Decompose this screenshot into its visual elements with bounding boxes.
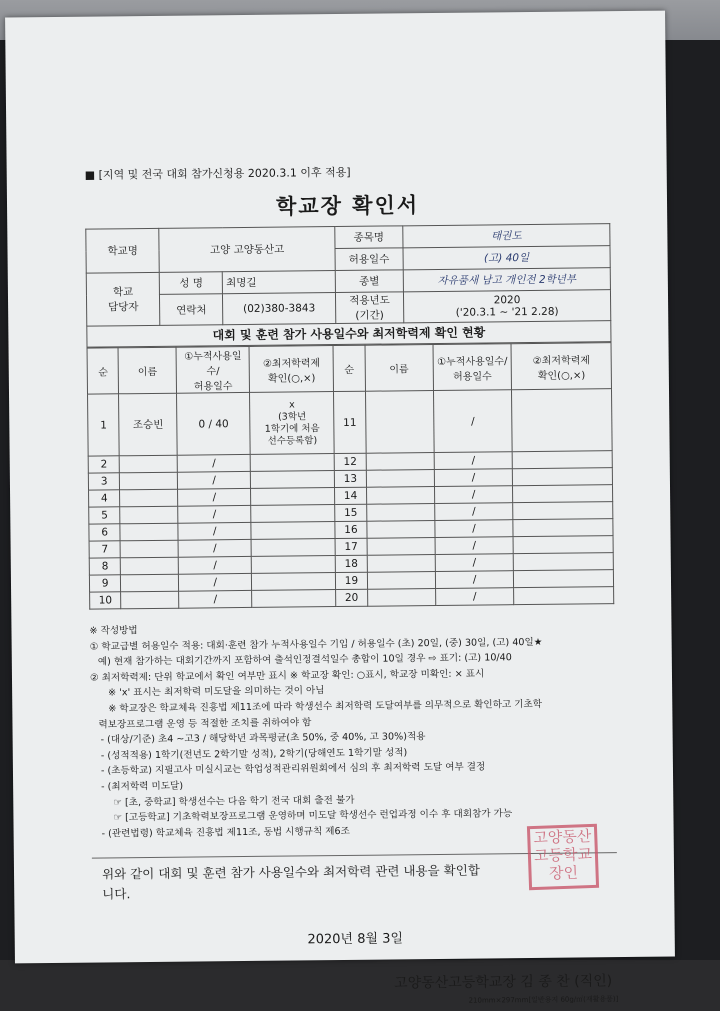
year-label-line2: (기간): [355, 309, 384, 322]
name-label: 성 명: [160, 272, 223, 295]
phone-label: 연락처: [160, 294, 223, 326]
row-no-right: 17: [335, 538, 367, 555]
note-line: ② 최저학력제: 단위 학교에서 확인 여부만 표시 ※ 학교장 확인: ○표시, 학교장 미확인: × 표시: [89, 668, 485, 684]
row-no: 9: [89, 575, 121, 592]
confirm-line1: 위와 같이 대회 및 훈련 참가 사용일수와 최저학력 관련 내용을 확인합: [101, 862, 480, 882]
row-check: [251, 505, 335, 523]
row-name: [120, 455, 178, 473]
row-name: [120, 540, 178, 558]
school-value: 고양 고양동산고: [159, 227, 335, 273]
note-line: ※ 'x' 표시는 최저학력 미도달을 의미하는 것이 아님: [108, 685, 325, 699]
row-no-right: 13: [335, 470, 367, 487]
row-no-right: 20: [336, 589, 368, 606]
row1-check: [250, 392, 334, 455]
allowed-value: (고) 40일: [403, 246, 610, 270]
row-name-right: [367, 555, 435, 573]
row-days: /: [177, 454, 251, 472]
row-no-right: 18: [335, 555, 367, 572]
row-check-right: [513, 451, 613, 469]
note-line: 력보장프로그램 운영 등 적절한 조치를 취하여야 함: [98, 716, 312, 731]
row-no-right: 14: [335, 487, 367, 504]
row-days-right: /: [435, 520, 514, 538]
head-no-right: 순: [333, 345, 365, 391]
row-name-right: [367, 589, 435, 607]
head-days-right-line2: 허용일수: [453, 370, 492, 383]
participation-table: [87, 342, 615, 609]
row-check: [251, 488, 335, 506]
row-no-right: 19: [336, 572, 368, 589]
note-line: - (대상/기준) 초4 ~고3 / 해당학년 과목평균(초 50%, 중 40%, 고 30%)적용: [100, 731, 426, 746]
row-check: [252, 556, 336, 574]
row-days-right: /: [435, 588, 514, 606]
document-title: 학교장 확인서: [275, 193, 420, 219]
year-value-cell: [403, 290, 610, 323]
allowed-label: 허용일수: [335, 248, 403, 271]
head-check-line1: ②최저학력제: [262, 357, 321, 370]
paper-info: 210mm×297mm[일반용지 60g/㎡(재활용품)]: [468, 995, 619, 1005]
row-name-right: [366, 453, 434, 471]
row-days: /: [178, 488, 252, 506]
row-name: [121, 557, 179, 575]
note-line: ☞ [고등학교] 기초학력보장프로그램 운영하며 미도달 학생선수 런업과정 이수 후 대회참가 가능: [113, 808, 513, 824]
year-value: 2020: [493, 294, 521, 307]
row-name: [121, 591, 179, 609]
note-line: - (초등학교) 지필고사 미실시교는 학업성적관리위원회에서 심의 후 최저학력 도달 여부 결정: [100, 761, 486, 777]
row-no-right: 16: [335, 521, 367, 538]
row-check-right: [513, 468, 613, 486]
row-check: [251, 471, 335, 489]
section-title: 대회 및 훈련 참가 사용일수와 최저학력제 확인 현황: [86, 321, 611, 347]
event-label: 종목명: [335, 226, 403, 249]
row1-check-line2: (3학년: [277, 410, 307, 423]
row-check-right: [513, 519, 613, 537]
note-line: - (최저학력 미도달): [101, 780, 184, 793]
row-days-right: /: [434, 452, 513, 470]
row-no-right: 15: [335, 504, 367, 521]
row-name-right: [367, 572, 435, 590]
note-line: - (성적적용) 1학기(전년도 2학기말 성적), 2학기(당해연도 1학기말 성적): [100, 747, 408, 762]
row-check-right: [514, 553, 614, 571]
row-check: [251, 522, 335, 540]
table-row: [88, 389, 613, 456]
document-paper: [5, 11, 675, 1005]
row-days-right: /: [434, 503, 513, 521]
seal-text: 고양동산고등학교장인: [533, 827, 593, 883]
row-no: 6: [89, 524, 121, 541]
row-check-right: [514, 587, 614, 605]
row11-no: 11: [334, 391, 366, 453]
row-check: [251, 539, 335, 557]
note-line: ☞ [초, 중학교] 학생선수는 다음 학기 전국 대회 출전 불가: [113, 794, 355, 808]
row-days-right: /: [434, 486, 513, 504]
row1-name: 조승빈: [119, 393, 177, 456]
header-line: ■ [지역 및 전국 대회 참가신청용 2020.3.1 이후 적용]: [84, 165, 351, 182]
row-name-right: [367, 538, 435, 556]
row1-days: 0 / 40: [177, 392, 251, 455]
row-check-right: [513, 502, 613, 520]
row-days: /: [178, 522, 252, 540]
contact-label-line1: 학교: [112, 286, 134, 299]
table-body: [88, 451, 614, 609]
head-check-line2: 확인(○,×): [267, 372, 316, 385]
row-no: 5: [89, 507, 121, 524]
row-name: [120, 523, 178, 541]
head-days: [176, 346, 250, 393]
head-check-right-line1: ②최저학력제: [532, 354, 591, 367]
year-label-line1: 적용년도: [349, 294, 390, 307]
row-check: [252, 590, 336, 608]
row1-check-line4: 선수등록함): [267, 434, 318, 447]
phone-value: (02)380-3843: [223, 293, 336, 325]
row-name-right: [366, 470, 434, 488]
row-name: [120, 472, 178, 490]
head-days-line1: ①누적사용일수/: [184, 351, 242, 378]
school-label: 학교명: [86, 228, 160, 273]
confirm-line2: 니다.: [102, 886, 131, 902]
notes-section: [89, 618, 616, 842]
row-check-right: [513, 536, 613, 554]
note-line: ※ 작성방법: [89, 625, 138, 637]
contact-label-line2: 담당자: [107, 301, 139, 314]
row-no: 10: [90, 592, 122, 609]
head-name: 이름: [118, 347, 176, 394]
row-days: /: [178, 573, 252, 591]
head-check-right: [511, 343, 611, 390]
document-date: 2020년 8월 3일: [307, 931, 404, 948]
row-check-right: [513, 485, 613, 503]
row-name-right: [366, 504, 434, 522]
name-value: 최명길: [222, 271, 335, 294]
contact-label: [86, 272, 160, 326]
row-days-right: /: [434, 469, 513, 487]
row-name-right: [366, 487, 434, 505]
head-check-right-line2: 확인(○,×): [537, 369, 586, 382]
head-days-right: [433, 344, 512, 391]
row-no: 3: [88, 473, 120, 490]
row-days-right: /: [435, 571, 514, 589]
head-days-right-line1: ①누적사용일수/: [437, 355, 508, 368]
row-days: /: [178, 556, 252, 574]
row-check: [251, 454, 335, 472]
row-days-right: /: [435, 537, 514, 555]
row1-no: 1: [88, 394, 120, 456]
row-check-right: [514, 570, 614, 588]
row-days-right: /: [435, 554, 514, 572]
row-name-right: [367, 521, 435, 539]
head-name-right: 이름: [365, 345, 434, 392]
row-no: 2: [88, 456, 120, 473]
head-days-line2: 허용일수: [193, 381, 233, 393]
table-header: [87, 343, 611, 394]
row1-check-line3: 1학기에 처음: [264, 422, 320, 435]
note-line: - (관련법령) 학교체육 진흥법 제11조, 동법 시행규칙 제6조: [101, 825, 350, 840]
row-no-right: 12: [334, 453, 366, 470]
row-name: [120, 506, 178, 524]
info-table: [85, 223, 611, 326]
row-days: /: [177, 471, 251, 489]
category-label: 종별: [335, 270, 403, 293]
head-no: 순: [87, 348, 119, 394]
official-seal: [527, 824, 599, 890]
year-label: [335, 292, 403, 324]
row-days: /: [178, 539, 252, 557]
note-line: ① 학교급별 허용일수 적용: 대회·훈련 참가 누적사용일수 기입 / 허용일수 (초) 20일, (중) 30일, (고) 40일★: [89, 636, 543, 653]
row11-check: [512, 389, 612, 452]
event-value: 태권도: [403, 224, 610, 248]
head-check: [249, 346, 333, 393]
row1-check-line1: x: [289, 398, 295, 411]
row-name: [121, 574, 179, 592]
row-days: /: [179, 590, 253, 608]
row-no: 8: [89, 558, 121, 575]
note-line: ※ 학교장은 학교체육 진흥법 제11조에 따라 학생선수 최저학력 도달여부를 의무적으로 확인하고 기초학: [108, 698, 543, 715]
row-check: [252, 573, 336, 591]
row-days: /: [178, 505, 252, 523]
row11-days: /: [433, 390, 512, 453]
category-value: 자유품새 남고 개인전 2학년부: [403, 268, 610, 292]
row-no: 4: [89, 490, 121, 507]
row11-name: [365, 391, 434, 454]
row-no: 7: [89, 541, 121, 558]
signature-line: 고양동산고등학교장 김 종 찬 (직인): [394, 973, 613, 992]
note-line: 예) 현재 참가하는 대회기간까지 포함하여 출석인정결석일수 총합이 10일 경우 ⇨ 표기: (고) 10/40: [97, 652, 512, 668]
period-value: ('20.3.1 ~ '21 2.28): [455, 305, 559, 319]
row-name: [120, 489, 178, 507]
